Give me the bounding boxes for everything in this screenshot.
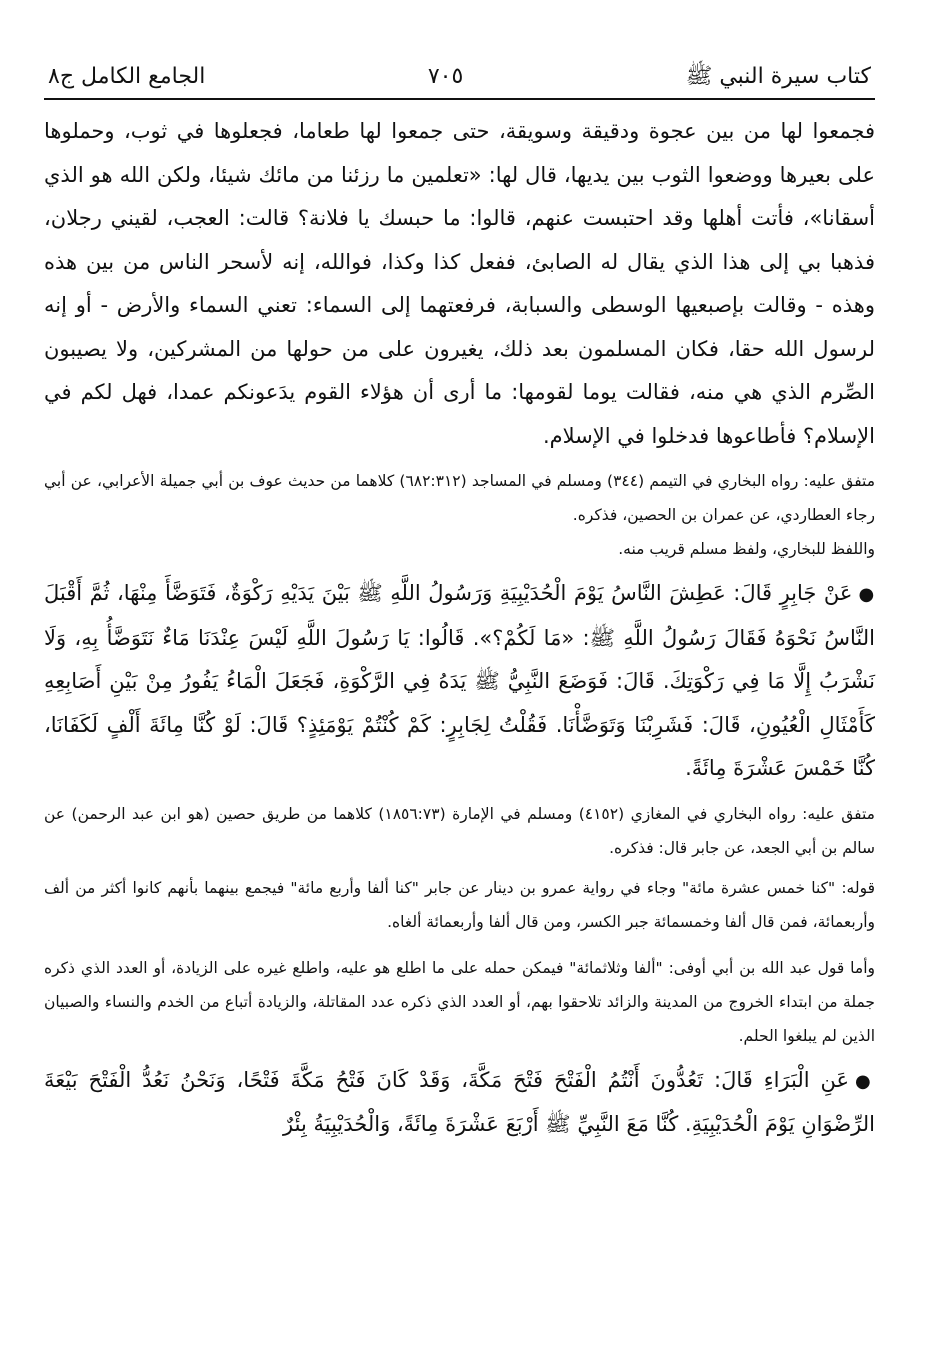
page-header (44, 52, 875, 100)
takhrij-note: متفق عليه: رواه البخاري في المغازي (٤١٥٢) ومسلم في الإمارة (١٨٥٦:٧٣) كلاهما من طريق حصين (هو ابن عبد الرحمن) عن سالم بن أبي الجعد، عن جابر قال: فذكره. (44, 804, 875, 857)
hadith-bara-text: عَنِ الْبَرَاءِ قَالَ: تَعُدُّونَ أَنْتُمُ الْفَتْحَ فَتْحَ مَكَّةَ، وَقَدْ كَانَ فَتْحُ مَكَّةَ فَتْحًا، وَنَحْنُ نَعُدُّ الْفَتْحَ بَيْعَةَ الرِّضْوَانِ يَوْمَ الْحُدَيْبِيَةِ. كُنَّا مَعَ النَّبِيِّ ﷺ أَرْبَعَ عَشْرَةَ مِائَةً، وَالْحُدَيْبِيَةُ بِئْرٌ (44, 1067, 875, 1136)
bullet-icon: ● (858, 584, 875, 605)
commentary-note: قوله: "كنا خمس عشرة مائة" وجاء في رواية عمرو بن دينار عن جابر "كنا ألفا وأربع مائة" فيجمع بينهما بأنهم كانوا أكثر من ألف وأربعمائة، فمن قال ألفا وخمسمائة جبر الكسر، ومن قال ألفا وأربعمائة ألغاه. (44, 878, 875, 931)
book-title: كتاب سيرة النبي ﷺ (685, 64, 871, 89)
wording-note: واللفظ للبخاري، ولفظ مسلم قريب منه. (618, 540, 875, 558)
commentary-note: وأما قول عبد الله بن أبي أوفى: "ألفا وثلاثمائة" فيمكن حمله على ما اطلع هو عليه، واطلع غيره على الزيادة، أو العدد الذي ذكره جملة من ابتداء الخروج من المدينة والزائد تلاحقوا بهم، أو العدد الذي ذكره عدد المقاتلة، والزيادة أتباع من الخدم والنساء والصبيان الذين لم يبلغوا الحلم. (44, 958, 875, 1045)
narration-paragraph: فجمعوا لها من بين عجوة ودقيقة وسويقة، حتى جمعوا لها طعاما، فجعلوها في ثوب، وحملوها على بعيرها ووضعوا الثوب بين يديها، قال لها: «تعلمين ما رزئنا من مائك شيئا، ولكن الله هو الذي أسقانا»، فأتت أهلها وقد احتبست عنهم، قالوا: ما حبسك يا فلانة؟ قالت: العجب، لقيني رجلان، فذهبا بي إلى هذا الذي يقال له الصابئ، ففعل كذا وكذا، فوالله، إنه لأسحر الناس من بين هذه وهذه - وقالت بإصبعيها الوسطى والسبابة، فرفعتهما إلى السماء: تعني السماء والأرض - أو إنه لرسول الله حقا، فكان المسلمون بعد ذلك، يغيرون على من حولها من المشركين، ولا يصيبون الصِّرم الذي هي منه، فقالت يوما لقومها: ما أرى أن هؤلاء القوم يدَعونكم عمدا، فهل لكم في الإسلام؟ فأطاعوها فدخلوا في الإسلام. (44, 119, 875, 448)
takhrij-note: متفق عليه: رواه البخاري في التيمم (٣٤٤) ومسلم في المساجد (٦٨٢:٣١٢) كلاهما من حديث عوف بن أبي جميلة الأعرابي، عن أبي رجاء العطاردي، عن عمران بن الحصين، فذكره. (44, 472, 876, 524)
hadith-bara (44, 1059, 875, 1147)
hadith-jabir (44, 572, 875, 791)
volume-title: الجامع الكامل ج٨ (48, 64, 206, 89)
page-body (44, 110, 875, 1147)
page-number: ٧٠٥ (427, 64, 464, 89)
bullet-icon: ● (855, 1070, 875, 1092)
hadith-jabir-text: عَنْ جَابِرٍ قَالَ: عَطِشَ النَّاسُ يَوْمَ الْحُدَيْبِيَةِ وَرَسُولُ اللَّهِ ﷺ بَيْنَ يَدَيْهِ رَكْوَةٌ، فَتَوَضَّأَ مِنْهَا، ثُمَّ أَقْبَلَ النَّاسُ نَحْوَهُ فَقَالَ رَسُولُ اللَّهِ ﷺ: «مَا لَكُمْ؟». قَالُوا: يَا رَسُولَ اللَّهِ لَيْسَ عِنْدَنَا مَاءٌ نَتَوَضَّأُ بِهِ، وَلَا نَشْرَبُ إِلَّا مَا فِي رَكْوَتِكَ. قَالَ: فَوَضَعَ النَّبِيُّ ﷺ يَدَهُ فِي الرَّكْوَةِ، فَجَعَلَ الْمَاءُ يَفُورُ مِنْ بَيْنِ أَصَابِعِهِ كَأَمْثَالِ الْعُيُونِ، قَالَ: فَشَرِبْنَا وَتَوَضَّأْنَا. فَقُلْتُ لِجَابِرٍ: كَمْ كُنْتُمْ يَوْمَئِذٍ؟ قَالَ: لَوْ كُنَّا مِائَةَ أَلْفٍ لَكَفَانَا، كُنَّا خَمْسَ عَشْرَةَ مِائَةً. (44, 581, 875, 780)
